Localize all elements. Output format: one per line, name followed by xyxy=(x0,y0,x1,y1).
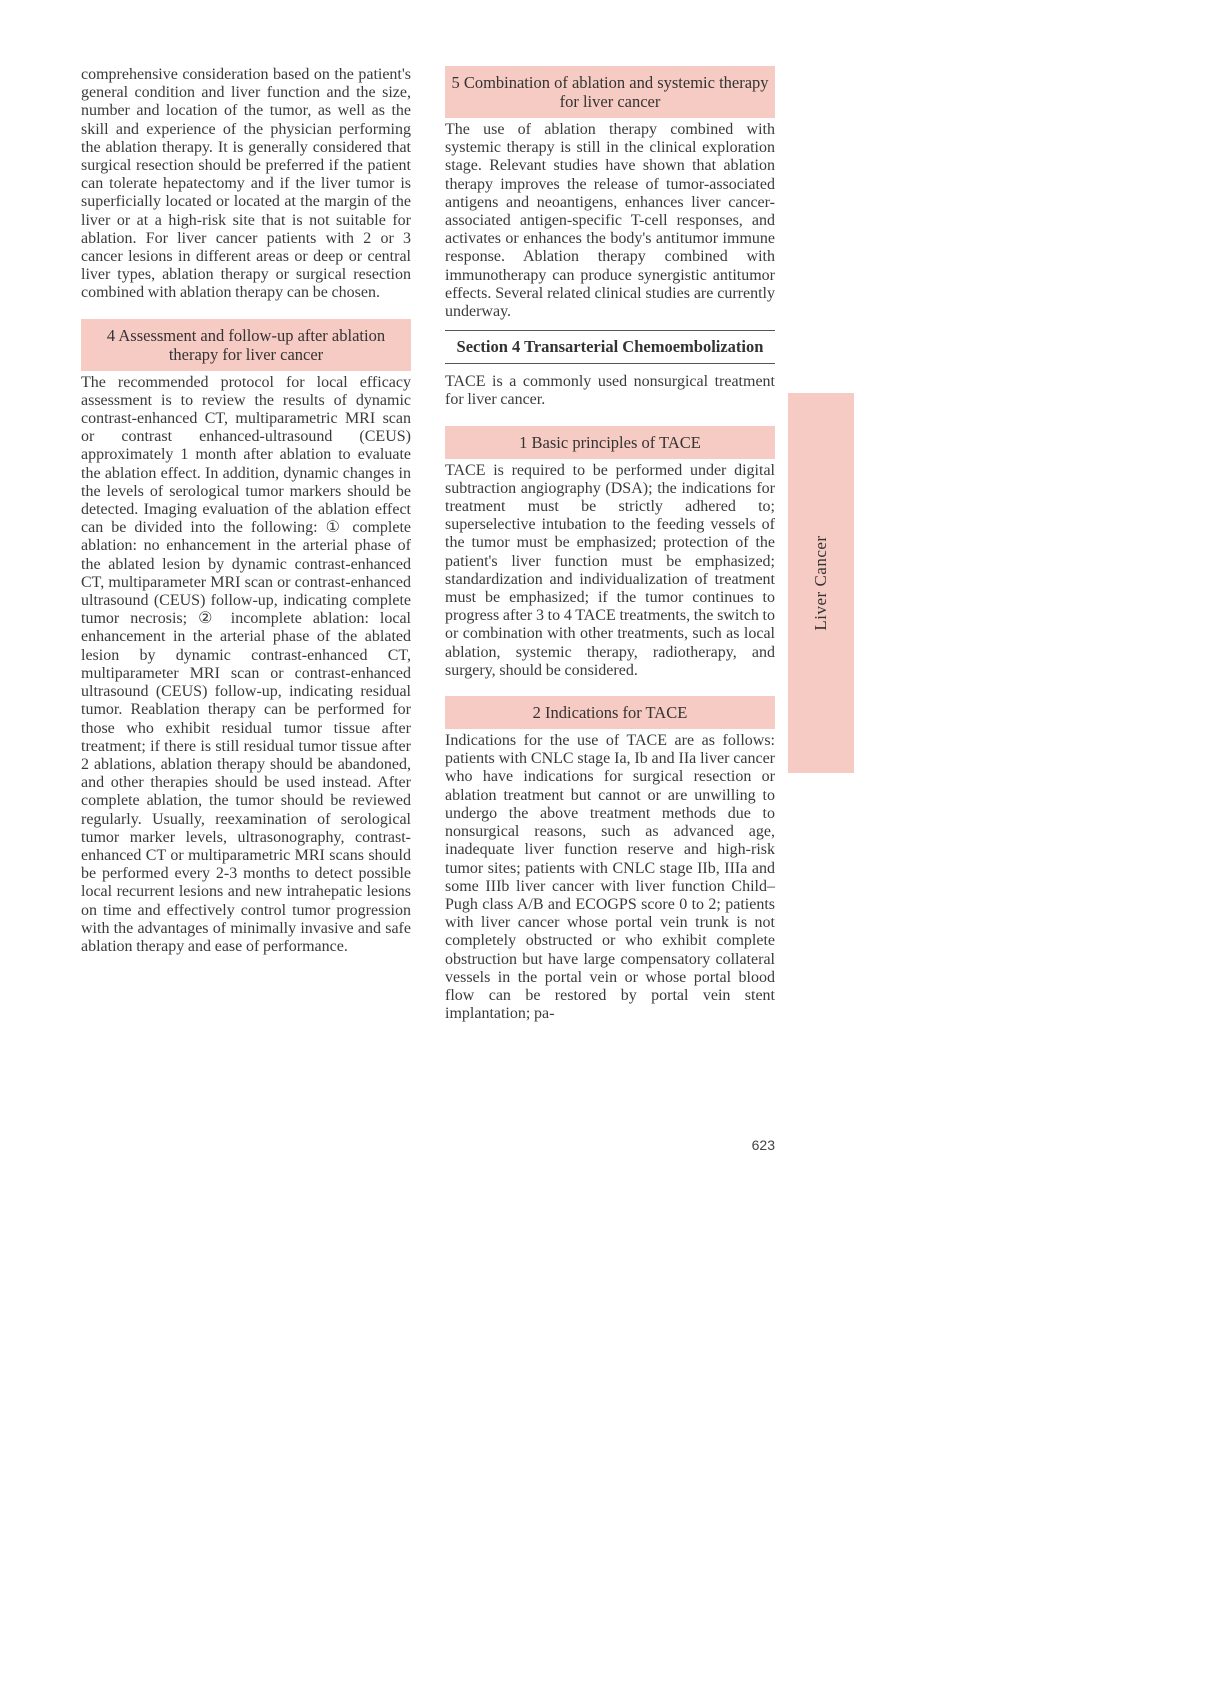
left-column xyxy=(81,66,411,956)
section4-heading: 4 Assessment and follow-up after ablation therapy for liver cancer xyxy=(81,319,411,371)
section4-paragraph: The recommended protocol for local efficacy assessment is to review the results of dynamic contrast-enhanced CT, multiparametric MRI scan or contrast enhanced-ultrasound (CEUS) approximately 1 month after ablation to evaluate the ablation effect. In addition, dynamic changes in the levels of serological tumor markers should be detected. Imaging evaluation of the ablation effect can be divided into the following: ① complete ablation: no enhancement in the arterial phase of the ablated lesion by dynamic contrast-enhanced CT, multiparameter MRI scan or contrast-enhanced ultrasound (CEUS) follow-up, indicating complete tumor necrosis; ② incomplete ablation: local enhancement in the arterial phase of the ablated lesion by dynamic contrast-enhanced CT, multiparameter MRI scan or contrast-enhanced ultrasound (CEUS) follow-up, indicating residual tumor. Reablation therapy can be performed for those who exhibit residual tumor tissue after treatment; if there is still residual tumor tissue after 2 ablations, ablation therapy should be abandoned, and other therapies should be used instead. After complete ablation, the tumor should be reviewed regularly. Usually, reexamination of serological tumor marker levels, ultrasonography, contrast-enhanced CT or multiparametric MRI scans should be performed every 2-3 months to detect possible local recurrent lesions and new intrahepatic lesions on time and effectively control tumor progression with the advantages of minimally invasive and safe ablation therapy and ease of performance. xyxy=(81,373,411,955)
chapter-side-tab xyxy=(788,393,854,773)
right-column xyxy=(445,66,775,1023)
section5-paragraph: The use of ablation therapy combined with systemic therapy is still in the clinical exploration stage. Relevant studies have shown that ablation therapy improves the release of tumor-associated antigens and neoantigens, enhances liver cancer-associated antigen-specific T-cell responses, and activates or enhances the body's antitumor immune response. Ablation therapy combined with immunotherapy can produce synergistic antitumor effects. Several related clinical studies are currently underway. xyxy=(445,121,775,321)
intro-paragraph: comprehensive consideration based on the patient's general condition and liver function and the size, number and location of the tumor, as well as the skill and experience of the physician performing the ablation therapy. It is generally considered that surgical resection should be preferred if the patient can tolerate hepatectomy and if the liver tumor is superficially located or located at the margin of the liver or at a high-risk site that is not suitable for ablation. For liver cancer patients with 2 or 3 cancer lesions in different areas or deep or central liver types, ablation therapy or surgical resection combined with ablation therapy can be chosen. xyxy=(81,66,411,302)
chapter-section-title: Section 4 Transarterial Chemoembolization xyxy=(445,330,775,364)
indications-paragraph: Indications for the use of TACE are as follows: patients with CNLC stage Ia, Ib and IIa liver cancer who have indications for surgical resection or ablation treatment but cannot or are unwilling to undergo the above treatment methods due to nonsurgical reasons, such as advanced age, inadequate liver function reserve and high-risk tumor sites; patients with CNLC stage IIb, IIIa and some IIIb liver cancer with liver function Child–Pugh class A/B and ECOGPS score 0 to 2; patients with liver cancer whose portal vein trunk is not completely obstructed or who exhibit complete obstruction but have large compensatory collateral vessels in the portal vein or whose portal blood flow can be restored by portal vein stent implantation; pa- xyxy=(445,732,775,1023)
basic-principles-heading: 1 Basic principles of TACE xyxy=(445,426,775,459)
indications-heading: 2 Indications for TACE xyxy=(445,696,775,729)
side-tab-label: Liver Cancer xyxy=(811,535,830,631)
page-number: 623 xyxy=(751,1137,775,1153)
basic-principles-paragraph: TACE is required to be performed under digital subtraction angiography (DSA); the indications for treatment must be strictly adhered to; superselective intubation to the feeding vessels of the tumor must be emphasized; protection of the patient's liver function must be emphasized; standardization and individualization of treatment must be emphasized; if the tumor continues to progress after 3 to 4 TACE treatments, the switch to or combination with other treatments, such as local ablation, systemic therapy, radiotherapy, and surgery, should be considered. xyxy=(445,461,775,679)
section5-heading: 5 Combination of ablation and systemic therapy for liver cancer xyxy=(445,66,775,118)
tace-intro-paragraph: TACE is a commonly used nonsurgical treatment for liver cancer. xyxy=(445,373,775,409)
